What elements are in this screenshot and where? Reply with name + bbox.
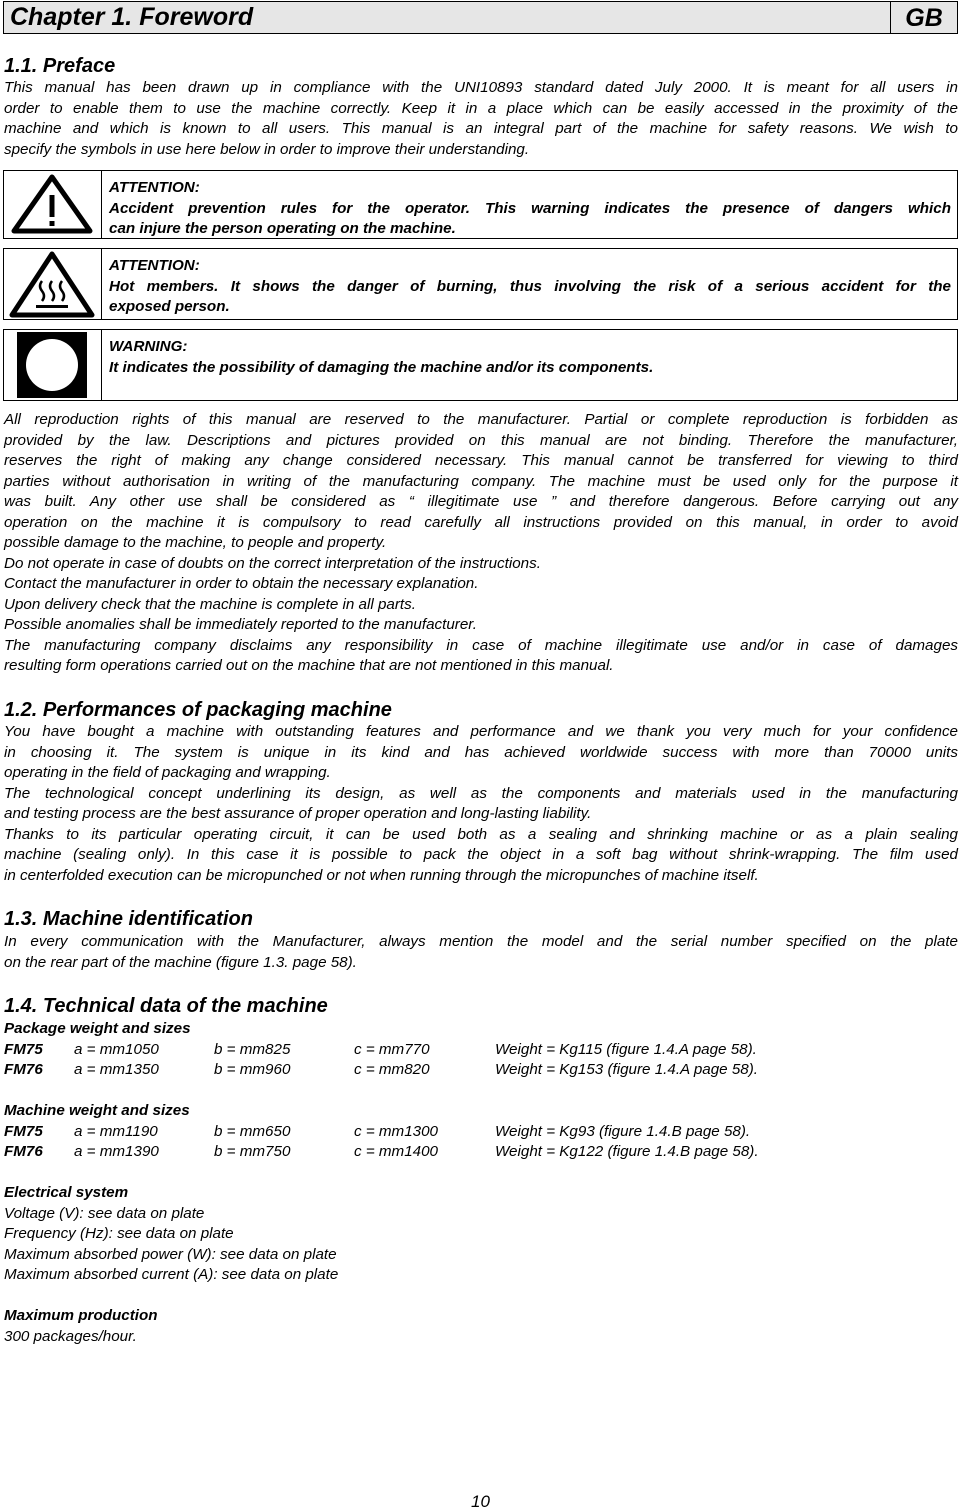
text-line: Maximum absorbed power (W): see data on plate [4, 1245, 337, 1263]
symbol-label: WARNING: [109, 338, 188, 355]
preface-text [4, 78, 958, 160]
text-line: machine and which is known to all users. This manual is an integral part of the machine for safety reasons. We wish to [4, 120, 958, 137]
text-line: This manual has been drawn up in compliance with the UNI10893 standard dated July 2000. It is meant for all users in [4, 79, 958, 96]
hot-surface-icon [4, 249, 101, 319]
model-cell: FM75 [4, 1040, 43, 1058]
warning-triangle-icon [4, 171, 101, 238]
dim-c-cell: c = mm770 [354, 1040, 430, 1058]
text-line: The technological concept underlining its design, as well as the components and materials used in the manufacturing [4, 784, 958, 802]
symbol-text-line: Hot members. It shows the danger of burning, thus involving the risk of a serious accident for the [109, 277, 951, 295]
symbol-label: ATTENTION: [109, 257, 200, 274]
production-value: 300 packages/hour. [4, 1327, 137, 1345]
model-cell: FM76 [4, 1143, 43, 1160]
text-line: reserves the right of making any change considered necessary. This manual cannot be transferred for viewing to third [4, 452, 958, 469]
text-line: in choosing it. The system is unique in its kind and has achieved worldwide success with more than 70000 units [4, 743, 958, 761]
section-heading-preface: 1.1. Preface [4, 55, 116, 77]
dim-b-cell: b = mm960 [214, 1061, 291, 1078]
text-line: machine (sealing only). In this case it is possible to pack the object in a soft bag without shrink-wrapping. The film used [4, 846, 958, 863]
page-number: 10 [471, 1492, 490, 1511]
text-line: Do not operate in case of doubts on the correct interpretation of the instructions. [4, 554, 541, 572]
identification-text [4, 932, 958, 973]
machine-title: Machine weight and sizes [4, 1102, 190, 1119]
dim-b-cell: b = mm650 [214, 1122, 291, 1140]
text-line: specify the symbols in use here below in order to improve their understanding. [4, 140, 530, 158]
text-line: The manufacturing company disclaims any responsibility in case of machine illegitimate use and/or in case of damages [4, 636, 958, 654]
weight-cell: Weight = Kg93 (figure 1.4.B page 58). [495, 1122, 751, 1140]
text-line: Frequency (Hz): see data on plate [4, 1225, 234, 1242]
symbol-text-line: can injure the person operating on the machine. [109, 220, 456, 237]
text-line: You have bought a machine with outstanding features and performance and we thank you very much for your confidence [4, 723, 958, 740]
symbol-description [109, 337, 951, 378]
caution-circle-icon [4, 330, 101, 400]
text-line: resulting form operations carried out on the machine that are not mentioned in this manual. [4, 657, 614, 674]
text-line: All reproduction rights of this manual are reserved to the manufacturer. Partial or complete reproduction is forbidden as [4, 411, 958, 428]
text-line: Maximum absorbed current (A): see data on plate [4, 1266, 339, 1283]
text-line: on the rear part of the machine (figure 1.3. page 58). [4, 953, 357, 971]
text-line: In every communication with the Manufacturer, always mention the model and the serial number specified on the plate [4, 933, 958, 950]
model-cell: FM75 [4, 1122, 43, 1140]
weight-cell: Weight = Kg122 (figure 1.4.B page 58). [495, 1143, 759, 1160]
weight-cell: Weight = Kg153 (figure 1.4.A page 58). [495, 1061, 758, 1078]
icon-cell [4, 249, 102, 319]
text-line: and testing process are the best assurance of proper operation and long-lasting liability. [4, 805, 592, 822]
symbol-label: ATTENTION: [109, 179, 200, 196]
weight-cell: Weight = Kg115 (figure 1.4.A page 58). [495, 1040, 757, 1058]
chapter-header [3, 1, 958, 34]
text-line: Thanks to its particular operating circuit, it can be used both as a sealing and shrinking machine or as a plain sealing [4, 825, 958, 843]
text-line: provided by the law. Descriptions and pictures provided on this manual are not binding. Therefore the manufacturer, [4, 431, 958, 449]
dim-a-cell: a = mm1390 [74, 1143, 159, 1160]
symbol-description [109, 256, 951, 318]
rights-text [4, 410, 958, 677]
language-badge: GB [890, 2, 957, 33]
chapter-title: Chapter 1. Foreword [10, 3, 254, 31]
text-line: possible damage to the machine, to people and property. [4, 534, 387, 551]
symbol-text-line: It indicates the possibility of damaging the machine and/or its components. [109, 358, 654, 376]
dim-c-cell: c = mm1400 [354, 1143, 438, 1160]
symbol-description [109, 178, 951, 240]
dim-b-cell: b = mm750 [214, 1143, 291, 1160]
dim-b-cell: b = mm825 [214, 1040, 291, 1058]
text-line: Voltage (V): see data on plate [4, 1204, 205, 1222]
section-heading-technical: 1.4. Technical data of the machine [4, 995, 328, 1017]
text-line: parties without authorisation in writing of the manufacturing company. The machine must be used only for the purpose it [4, 472, 958, 490]
text-line: Contact the manufacturer in order to obtain the necessary explanation. [4, 575, 479, 592]
text-line: was built. Any other use shall be considered as “ illegitimate use ” and therefore dangerous. Before carrying out any [4, 493, 958, 510]
section-heading-identification: 1.3. Machine identification [4, 908, 253, 930]
text-line: Upon delivery check that the machine is complete in all parts. [4, 595, 416, 613]
text-line: Possible anomalies shall be immediately reported to the manufacturer. [4, 616, 478, 633]
package-title: Package weight and sizes [4, 1020, 191, 1037]
dim-a-cell: a = mm1350 [74, 1061, 159, 1078]
text-line: in centerfolded execution can be micropunched or not when running through the micropunches of machine itself. [4, 866, 759, 884]
dim-c-cell: c = mm820 [354, 1061, 430, 1078]
symbol-box-hot-members [3, 248, 958, 320]
model-cell: FM76 [4, 1061, 43, 1078]
electrical-title: Electrical system [4, 1184, 129, 1201]
text-line: order to enable them to use the machine correctly. Keep it in a place which can be easily accessed in the proximity of the [4, 99, 958, 117]
symbol-text-line: Accident prevention rules for the operator. This warning indicates the presence of dangers which [109, 199, 951, 217]
dim-a-cell: a = mm1050 [74, 1040, 159, 1058]
dim-c-cell: c = mm1300 [354, 1122, 438, 1140]
symbol-box-warning [3, 329, 958, 401]
dim-a-cell: a = mm1190 [74, 1122, 158, 1140]
icon-cell [4, 330, 102, 400]
text-line: operation on the machine it is compulsory to read carefully all instructions provided on this manual, in order to avoid [4, 513, 958, 531]
text-line: operating in the field of packaging and wrapping. [4, 764, 331, 781]
production-title: Maximum production [4, 1307, 158, 1324]
performances-text [4, 722, 958, 886]
symbol-text-line: exposed person. [109, 298, 230, 315]
section-heading-performances: 1.2. Performances of packaging machine [4, 699, 392, 721]
symbol-box-attention [3, 170, 958, 239]
icon-cell [4, 171, 102, 238]
